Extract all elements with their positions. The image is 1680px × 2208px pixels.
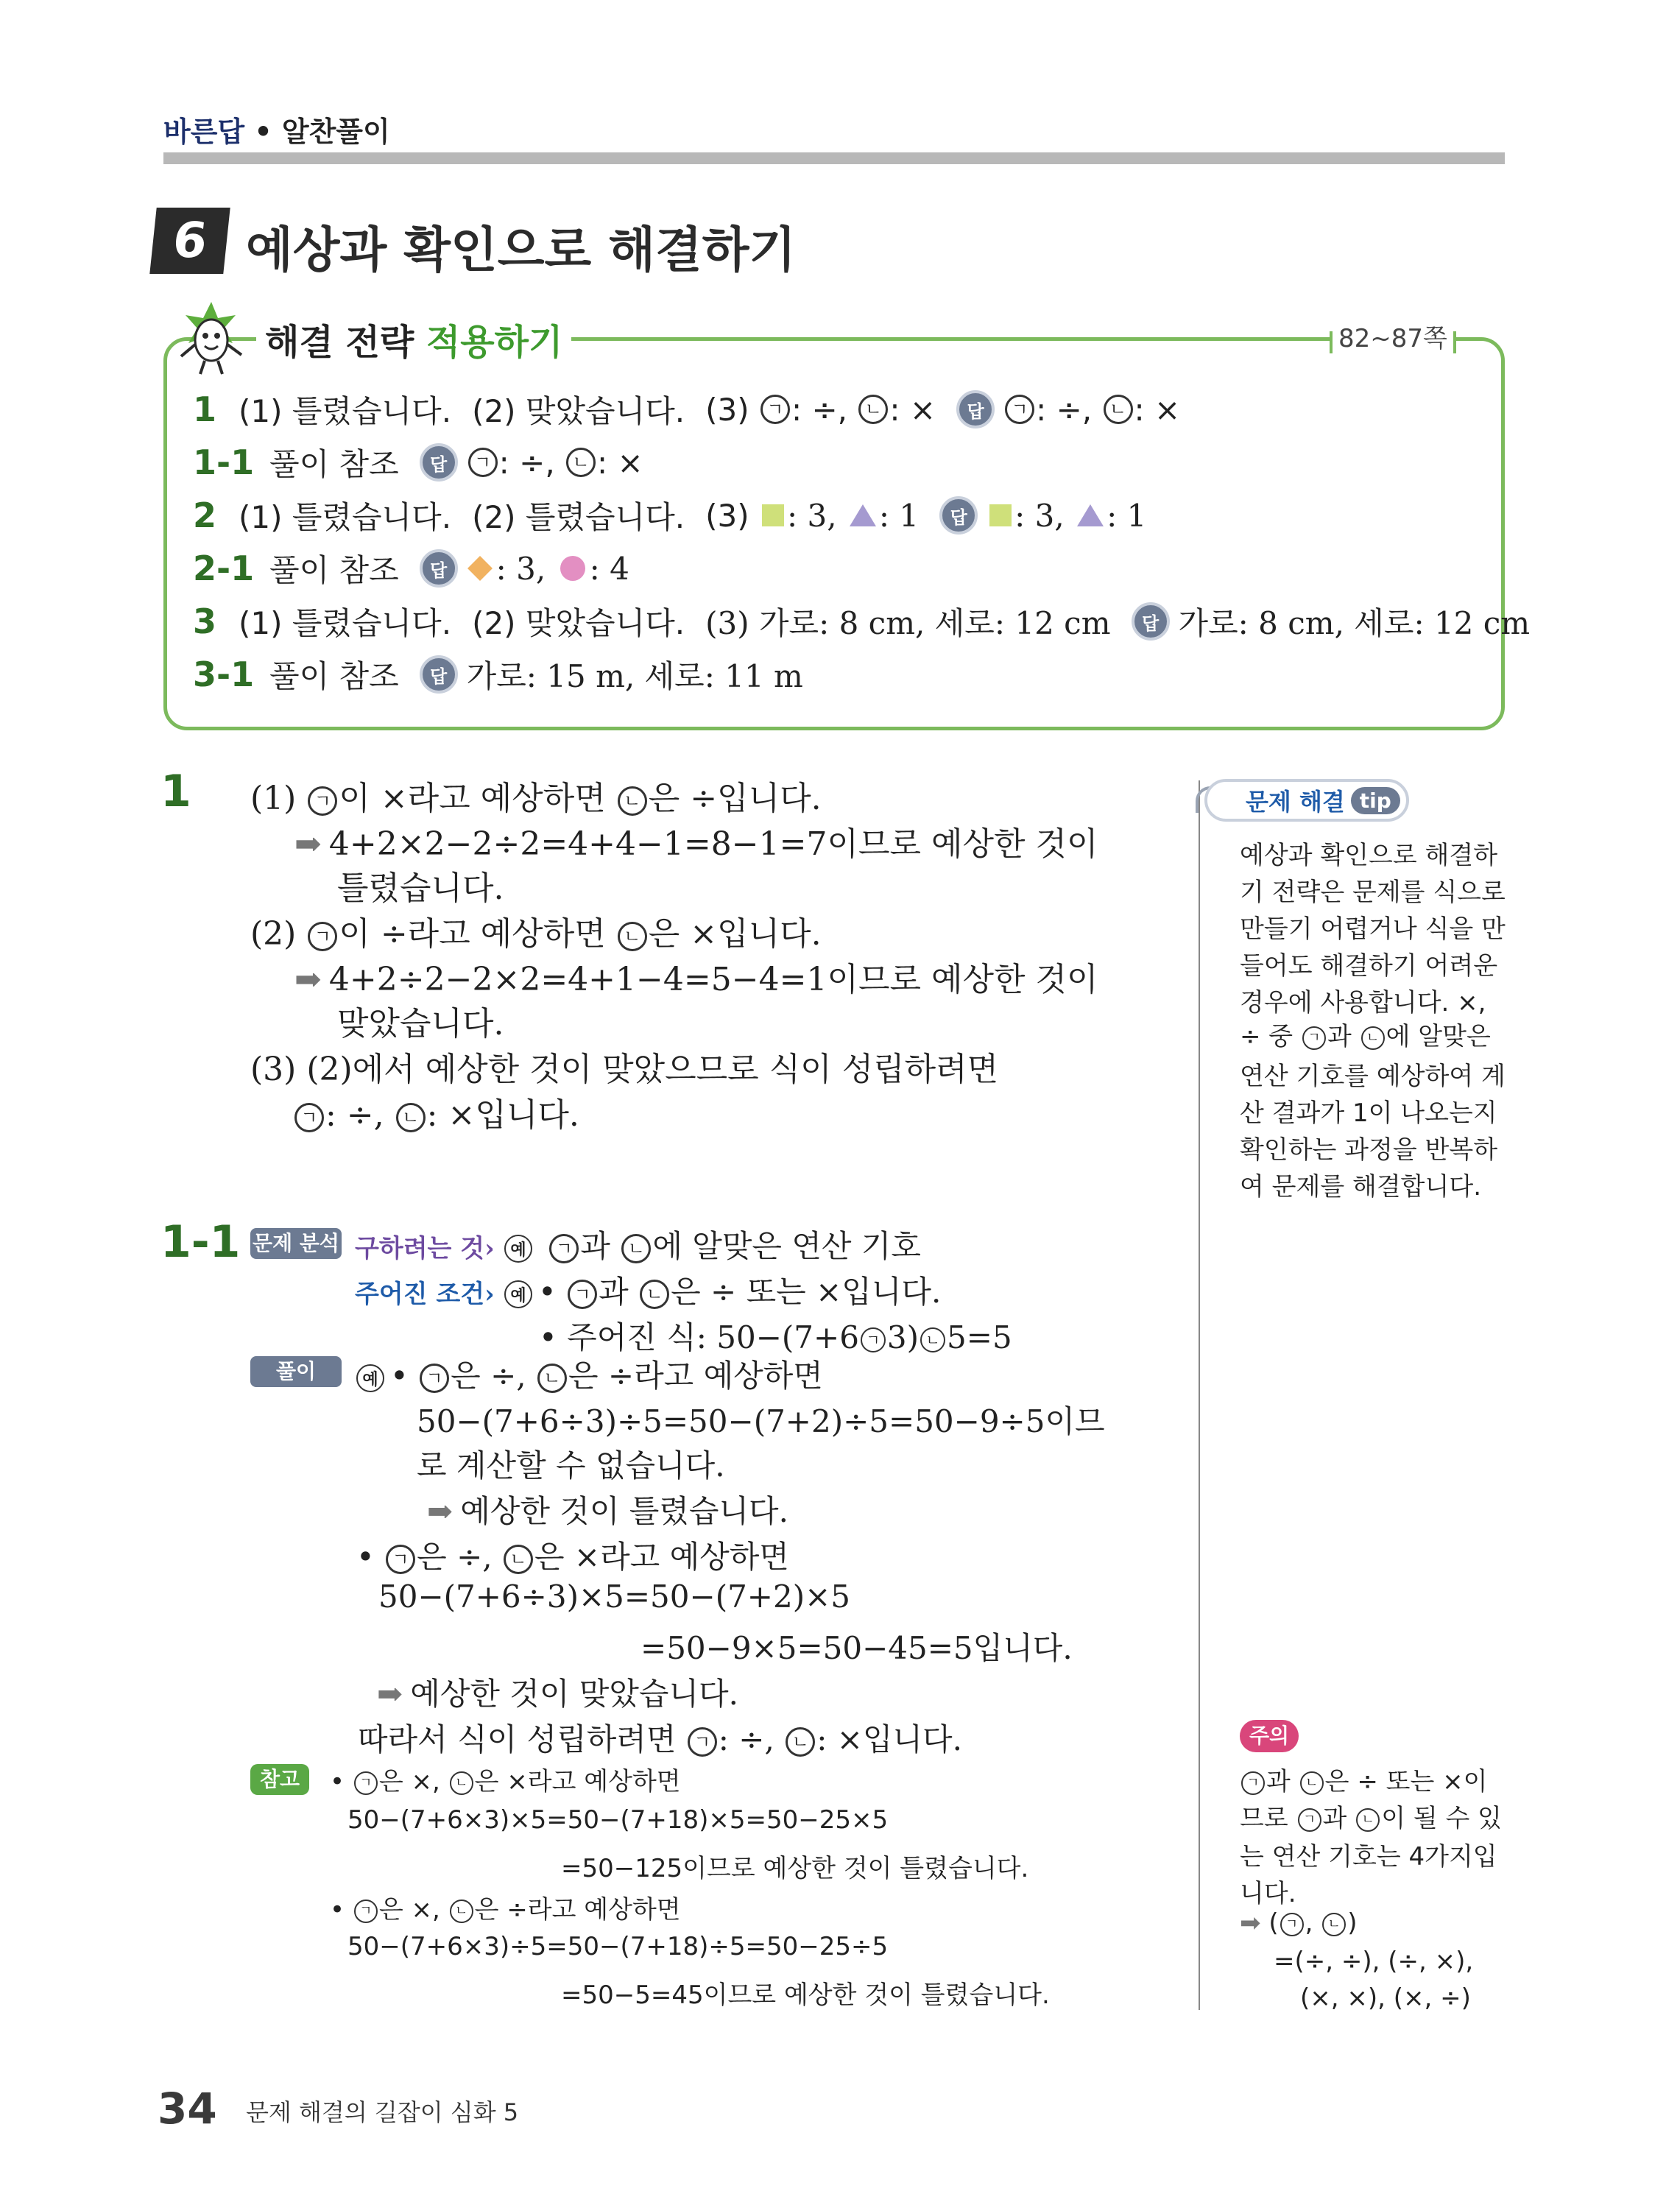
answer-row [193,546,629,590]
solution-line [294,953,1098,1000]
answer-badge: 답 [420,655,458,694]
row-number: 1-1 [193,442,255,482]
solution-line: 50−(7+6÷3)÷5=50−(7+2)÷5=50−9÷5이므 [417,1403,1105,1439]
answer-badge: 답 [420,443,458,482]
circle-b-icon: ㄴ [920,1327,945,1352]
tip-line: 만들기 어렵거나 식을 만 [1240,914,1506,944]
answer-value-b: : 1 [1107,497,1147,534]
section-number: 6 [149,208,230,274]
circle-b-icon: ㄴ [621,1234,651,1263]
circle-a-icon: ㄱ [568,1280,597,1309]
row-number: 2 [193,495,217,535]
analysis-pill: 문제 분석 [250,1228,342,1259]
answer-row [193,599,1530,643]
line-text: : ÷, [718,1721,774,1757]
line-text: 은 ×입니다. [648,915,822,953]
solution-line [356,1533,789,1577]
solution-line: 맞았습니다. [337,1005,504,1043]
mascot-icon [171,297,252,378]
part-3-value-a: : ÷, [791,391,848,428]
strategy-heading-accent: 적용하기 [426,322,563,363]
caution-line [1240,1908,1357,1938]
part-3-value-a: : 3, [786,497,837,534]
part-label: (2) [250,915,297,953]
row-number: 3-1 [193,655,255,694]
note-line [330,1761,681,1797]
caution-line [1240,1761,1487,1797]
line-text: 4+2÷2−2×2=4+1−4=5−4=1이므로 예상한 것이 [328,961,1098,998]
part-3-label: (3) [705,497,749,534]
line-text: 은 ×, [378,1895,440,1925]
tip-tag: tip [1351,787,1400,814]
find-label: 구하려는 것 [355,1234,485,1263]
line-text: 은 ÷라고 예상하면 [474,1895,681,1925]
tip-header [1204,779,1409,822]
find-line [355,1222,921,1266]
circle-b-icon: ㄴ [618,786,647,816]
header-brand [163,109,390,149]
range-bar-left [1330,331,1333,353]
circle-b-icon: ㄴ [786,1727,815,1757]
circle-a-icon: ㄱ [688,1727,717,1757]
line-text: 이 될 수 있 [1381,1804,1502,1833]
arrow-icon: ➡ [294,825,322,863]
circle-a-icon: ㄱ [861,1327,886,1352]
line-text: , [1305,1908,1313,1938]
line-text: 므로 [1240,1804,1288,1833]
circle-a-icon: ㄱ [1005,395,1034,424]
solution-line [358,1715,962,1760]
circle-b-icon: ㄴ [1356,1808,1380,1832]
line-text: 이 ÷라고 예상하면 [339,915,606,953]
answer-value: 가로: 8 cm, 세로: 12 cm [1178,605,1531,641]
tip-line: 예상과 확인으로 해결하 [1240,841,1498,870]
note-pill: 참고 [250,1764,309,1795]
solution-pill: 풀이 [250,1356,342,1387]
part-1: (1) 틀렸습니다. [239,605,452,641]
caution-tag: 주의 [1240,1720,1299,1752]
brand-label: 바른답 [163,116,245,148]
range-bar-right [1453,331,1456,353]
solution-reference: 풀이 참조 [269,658,399,694]
row-number: 1 [193,389,217,429]
answer-value: 가로: 15 m, 세로: 11 m [466,658,803,694]
part-2: (2) 맞았습니다. [472,605,685,641]
brand-separator: • [244,116,282,148]
circle-a-icon: ㄱ [294,1103,324,1132]
problem-number: 1-1 [160,1216,241,1268]
answer-row [193,387,1180,431]
circle-a-icon: ㄱ [468,448,498,477]
column-divider [1199,780,1200,2010]
line-text: 에 알맞은 연산 기호 [652,1228,921,1264]
answer-value-b: : × [1134,391,1181,428]
solution-line [250,907,822,954]
bullet: • [330,1767,345,1796]
note-line [330,1889,681,1925]
given-equation [539,1313,1012,1358]
solution-line [377,1670,738,1714]
section-title: 예상과 확인으로 해결하기 [246,222,797,278]
circle-b-icon: ㄴ [566,448,596,477]
solution-line: 틀렸습니다. [337,870,504,907]
answer-row [193,493,1146,537]
part-2: (2) 틀렸습니다. [472,499,685,535]
chevron-icon: › [484,1234,495,1263]
part-1: (1) 틀렸습니다. [239,393,452,429]
row-number: 2-1 [193,549,255,588]
circle-b-icon: ㄴ [537,1364,567,1393]
tip-title: 문제 해결 [1246,788,1345,816]
line-text: 이 ×라고 예상하면 [339,780,606,817]
chevron-icon: › [484,1280,495,1309]
square-icon [989,504,1012,526]
arrow-icon: ➡ [377,1676,403,1712]
circle-a-icon: ㄱ [1298,1808,1321,1832]
caution-line: 는 연산 기호는 4가지입 [1240,1842,1497,1872]
tip-line [1240,1016,1491,1052]
page-number: 34 [158,2084,217,2134]
part-3-label: (3) [705,391,749,428]
answer-badge: 답 [420,549,458,588]
problem-number: 1 [160,766,191,817]
line-text: : ×입니다. [426,1096,579,1134]
circle-a-icon: ㄱ [354,1771,378,1795]
square-icon [762,504,784,526]
line-text: 은 ×, [378,1767,440,1796]
line-text: 예상한 것이 맞았습니다. [410,1676,738,1712]
arrow-icon: ➡ [294,961,322,998]
circle-b-icon: ㄴ [450,1771,473,1795]
part-1: (1) 틀렸습니다. [239,499,452,535]
circle-b-icon: ㄴ [1300,1771,1324,1795]
solution-line: (3) (2)에서 예상한 것이 맞았으므로 식이 성립하려면 [250,1051,999,1088]
caution-line [1240,1798,1502,1834]
circle-a-icon: ㄱ [549,1234,579,1263]
bullet: • [538,1274,557,1310]
header-rule [163,152,1505,164]
caution-line: 니다. [1240,1879,1296,1908]
circle-b-icon: ㄴ [1361,1026,1385,1050]
given-line [355,1268,941,1312]
answer-value-a: : 3, [495,550,546,587]
solution-line [427,1487,788,1531]
row-number: 3 [193,602,217,641]
answer-row [193,440,643,484]
diamond-icon [467,556,493,581]
answer-badge: 답 [1132,602,1170,641]
circle-b-icon: ㄴ [1104,395,1133,424]
line-text: ( [1268,1908,1279,1938]
part-3-value-b: : 1 [878,497,920,534]
example-mark: 예 [356,1364,384,1392]
caution-line: (×, ×), (×, ÷) [1300,1983,1471,2013]
strategy-heading [256,314,571,364]
note-line: 50−(7+6×3)×5=50−(7+18)×5=50−25×5 [347,1805,889,1835]
circle-b-icon: ㄴ [396,1103,426,1132]
circle-a-icon: ㄱ [308,786,337,816]
tip-line: 여 문제를 해결합니다. [1240,1172,1482,1202]
circle-b-icon: ㄴ [1322,1913,1346,1936]
answer-value-b: : 4 [589,550,629,587]
circle-b-icon: ㄴ [640,1280,669,1309]
note-line: 50−(7+6×3)÷5=50−(7+18)÷5=50−25÷5 [347,1932,889,1961]
triangle-icon [1077,504,1104,526]
bullet: • [390,1358,409,1394]
line-text: 은 ÷ 또는 ×이 [1324,1767,1488,1796]
line-text: 따라서 식이 성립하려면 [358,1721,677,1757]
note-line: =50−5=45이므로 예상한 것이 틀렸습니다. [561,1981,1050,2010]
line-text: ) [1347,1908,1358,1938]
answer-badge: 답 [939,496,978,535]
solution-line [250,772,822,819]
circle-b-icon: ㄴ [618,922,647,951]
line-text: 은 ÷, [417,1539,493,1575]
solution-line [294,817,1098,864]
line-text: 은 ×라고 예상하면 [534,1539,789,1575]
tip-line: 들어도 해결하기 어려운 [1240,951,1498,981]
line-text: 은 ÷, [451,1358,526,1394]
part-label: (1) [250,780,297,817]
note-line: =50−125이므로 예상한 것이 틀렸습니다. [561,1854,1029,1883]
line-text: ÷ 중 [1240,1022,1293,1051]
circle-b-icon: ㄴ [858,395,888,424]
example-mark: 예 [504,1280,532,1308]
solution-reference: 풀이 참조 [269,552,399,588]
brand-subtitle: 알찬풀이 [281,116,390,148]
example-mark: 예 [504,1235,532,1263]
solution-line: =50−9×5=50−45=5입니다. [640,1630,1073,1666]
bullet: • [330,1895,345,1925]
solution-reference: 풀이 참조 [269,446,399,482]
answer-value-a: : ÷, [498,444,555,481]
arrow-icon: ➡ [427,1493,453,1529]
answer-value-b: : × [597,444,643,481]
circle-b-icon: ㄴ [450,1900,473,1923]
bullet: • [356,1539,375,1575]
answer-value-a: : 3, [1014,497,1065,534]
part-3: (3) 가로: 8 cm, 세로: 12 cm [705,605,1111,641]
circle-a-icon: ㄱ [1241,1771,1265,1795]
footer-title: 문제 해결의 길잡이 심화 5 [246,2098,519,2126]
line-text: 과 [599,1274,629,1310]
circle-a-icon: ㄱ [308,922,337,951]
triangle-icon [850,504,876,526]
solution-line [356,1352,823,1396]
line-text: : ×입니다. [816,1721,962,1757]
tip-line: 기 전략은 문제를 식으로 [1240,878,1506,907]
strategy-heading-main: 해결 전략 [265,322,426,363]
circle-a-icon: ㄱ [386,1545,415,1574]
line-text: 과 [1266,1767,1291,1796]
solution-line [293,1088,579,1135]
page-range-text: 82~87쪽 [1338,324,1447,353]
page-range [1330,318,1456,354]
line-text: 과 [580,1228,610,1264]
circle-a-icon: ㄱ [354,1900,378,1923]
tip-line: 경우에 사용합니다. ×, [1240,988,1486,1017]
answer-row [193,652,803,696]
line-text: 과 [1322,1804,1347,1833]
part-3-value-b: : × [889,391,936,428]
line-text: • 주어진 식: 50−(7+6 [539,1319,859,1355]
solution-line: 로 계산할 수 없습니다. [417,1447,725,1484]
line-text: 은 ÷입니다. [648,780,822,817]
arrow-icon: ➡ [1240,1908,1261,1938]
line-text: 과 [1327,1022,1352,1051]
line-text: 에 알맞은 [1386,1022,1491,1051]
caution-line: =(÷, ÷), (÷, ×), [1274,1947,1474,1976]
line-text: 5=5 [947,1319,1012,1355]
line-text: 3) [886,1319,920,1355]
solution-line: 50−(7+6÷3)×5=50−(7+2)×5 [378,1579,851,1615]
tip-line: 확인하는 과정을 반복하 [1240,1135,1498,1165]
line-text: 은 ÷라고 예상하면 [568,1358,823,1394]
circle-a-icon: ㄱ [1280,1913,1304,1936]
answer-value-a: : ÷, [1036,391,1093,428]
line-text: : ÷, [325,1096,384,1134]
line-text: 4+2×2−2÷2=4+4−1=8−1=7이므로 예상한 것이 [328,825,1098,863]
line-text: 예상한 것이 틀렸습니다. [460,1493,788,1529]
circle-b-icon: ㄴ [504,1545,533,1574]
tip-line: 산 결과가 1이 나오는지 [1240,1098,1497,1128]
circle-a-icon: ㄱ [420,1364,449,1393]
circle-a-icon: ㄱ [760,395,790,424]
given-label: 주어진 조건 [355,1280,485,1309]
circle-dot-icon [560,556,585,581]
line-text: 은 ÷ 또는 ×입니다. [671,1274,942,1310]
answer-badge: 답 [956,390,995,428]
part-2: (2) 맞았습니다. [472,393,685,429]
line-text: 은 ×라고 예상하면 [474,1767,681,1796]
tip-line: 연산 기호를 예상하여 계 [1240,1062,1506,1091]
circle-a-icon: ㄱ [1302,1026,1326,1050]
